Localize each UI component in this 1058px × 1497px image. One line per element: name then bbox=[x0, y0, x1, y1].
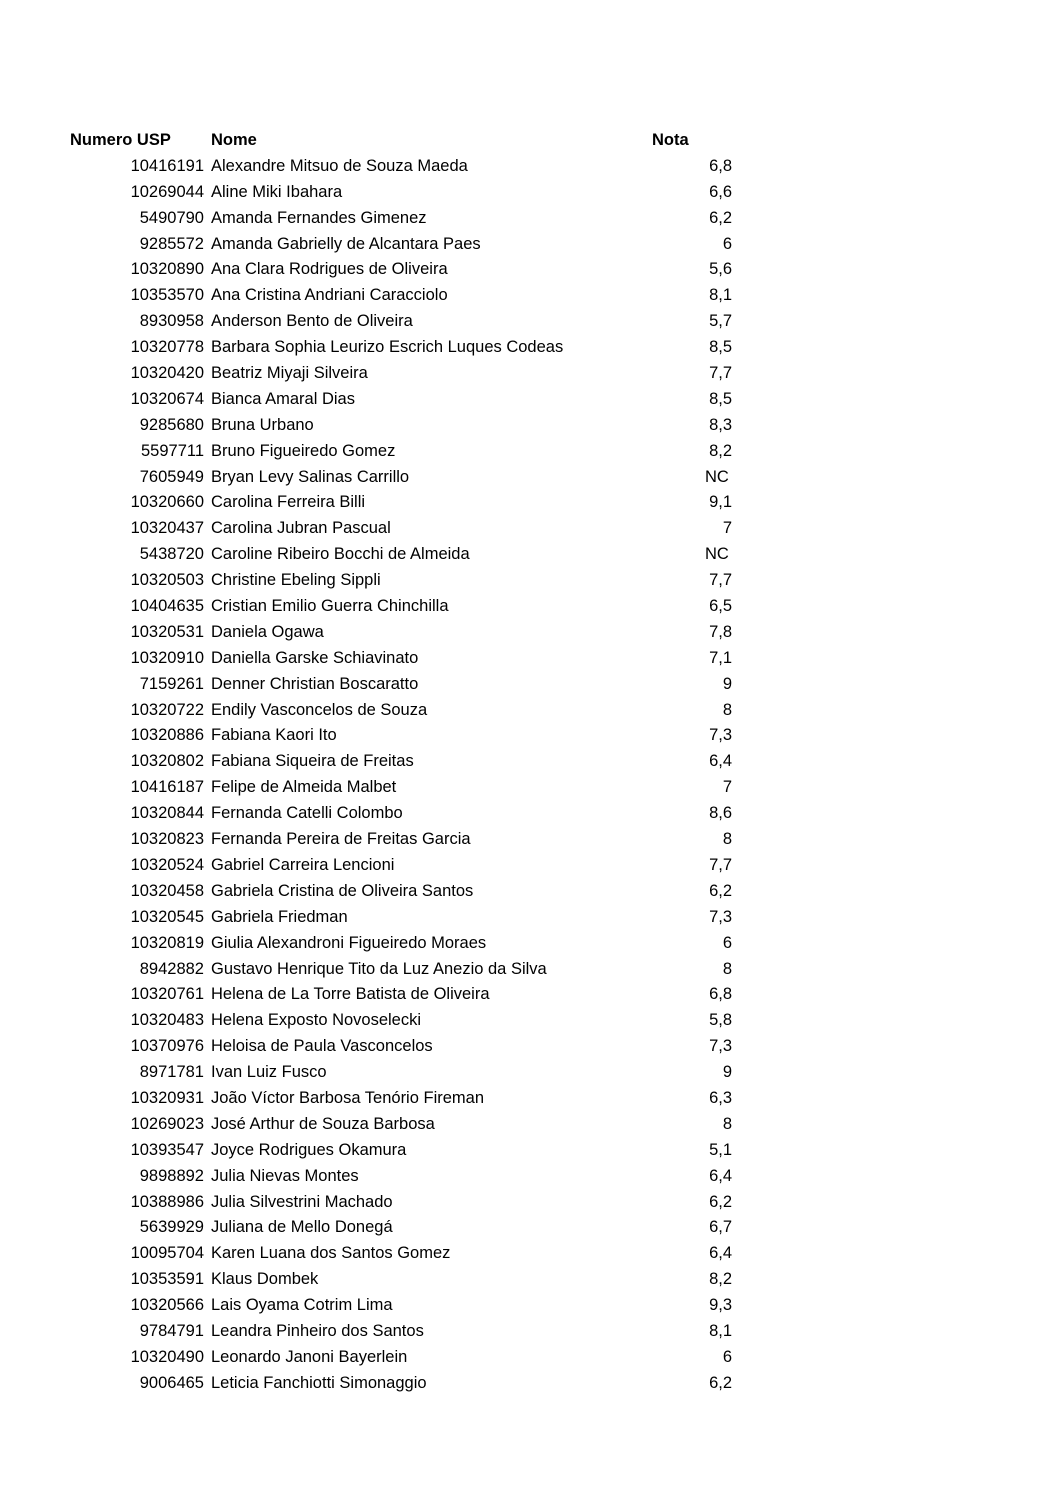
student-name: Fabiana Kaori Ito bbox=[211, 726, 337, 745]
table-row bbox=[0, 309, 1058, 335]
student-grade: 5,6 bbox=[709, 260, 732, 279]
student-id: 10320531 bbox=[130, 622, 204, 641]
student-name: Klaus Dombek bbox=[211, 1270, 319, 1289]
student-name: Fernanda Catelli Colombo bbox=[211, 804, 403, 823]
student-id: 10320722 bbox=[130, 700, 204, 719]
student-name: Cristian Emilio Guerra Chinchilla bbox=[211, 597, 449, 616]
table-row bbox=[0, 1345, 1058, 1371]
student-name: Bryan Levy Salinas Carrillo bbox=[211, 467, 410, 486]
student-grade: 6,8 bbox=[709, 985, 732, 1004]
table-row bbox=[0, 775, 1058, 801]
student-grade: 8,3 bbox=[709, 415, 732, 434]
student-grade: 8,5 bbox=[709, 389, 732, 408]
student-id: 10320660 bbox=[130, 493, 204, 512]
student-grade: 7,7 bbox=[709, 364, 732, 383]
table-row bbox=[0, 283, 1058, 309]
student-name: Giulia Alexandroni Figueiredo Moraes bbox=[211, 933, 487, 952]
student-id: 10320566 bbox=[130, 1296, 204, 1315]
student-grade: 7,3 bbox=[709, 726, 732, 745]
table-row bbox=[0, 1215, 1058, 1241]
student-grade: 6 bbox=[722, 933, 732, 952]
student-grade: 9,3 bbox=[709, 1296, 732, 1315]
student-grade: 5,7 bbox=[709, 312, 732, 331]
student-id: 5597711 bbox=[140, 441, 204, 460]
student-id: 9898892 bbox=[139, 1166, 204, 1185]
table-row bbox=[0, 982, 1058, 1008]
table-row bbox=[0, 931, 1058, 957]
student-id: 10269023 bbox=[130, 1114, 204, 1133]
student-id: 10320483 bbox=[130, 1011, 204, 1030]
student-id: 5438720 bbox=[139, 545, 204, 564]
table-row bbox=[0, 698, 1058, 724]
student-id: 9784791 bbox=[139, 1321, 204, 1340]
student-id: 10416187 bbox=[130, 778, 204, 797]
student-id: 10320420 bbox=[130, 364, 204, 383]
table-row bbox=[0, 1112, 1058, 1138]
student-grade: 6,6 bbox=[709, 182, 732, 201]
table-row bbox=[0, 232, 1058, 258]
student-grade: 8 bbox=[722, 830, 732, 849]
student-name: Beatriz Miyaji Silveira bbox=[211, 364, 368, 383]
student-grade: 7,7 bbox=[709, 855, 732, 874]
student-id: 10320802 bbox=[130, 752, 204, 771]
table-row bbox=[0, 568, 1058, 594]
student-id: 8942882 bbox=[139, 959, 204, 978]
student-name: Leonardo Janoni Bayerlein bbox=[211, 1347, 408, 1366]
student-name: Caroline Ribeiro Bocchi de Almeida bbox=[211, 545, 470, 564]
student-name: Daniela Ogawa bbox=[211, 622, 324, 641]
header-row bbox=[0, 128, 1058, 154]
student-name: Leticia Fanchiotti Simonaggio bbox=[211, 1373, 427, 1392]
student-grade: 8,6 bbox=[709, 804, 732, 823]
table-row bbox=[0, 542, 1058, 568]
student-id: 10353570 bbox=[130, 286, 204, 305]
table-row bbox=[0, 387, 1058, 413]
table-row bbox=[0, 490, 1058, 516]
student-grade: 7,1 bbox=[709, 648, 732, 667]
student-name: Helena Exposto Novoselecki bbox=[211, 1011, 422, 1030]
student-grade: 7 bbox=[722, 778, 732, 797]
table-row bbox=[0, 1086, 1058, 1112]
student-grade: 7 bbox=[722, 519, 732, 538]
student-id: 10320674 bbox=[130, 389, 204, 408]
table-row bbox=[0, 801, 1058, 827]
grades-sheet bbox=[0, 128, 1058, 1397]
table-row bbox=[0, 516, 1058, 542]
student-id: 10320931 bbox=[130, 1088, 204, 1107]
table-row bbox=[0, 1267, 1058, 1293]
student-id: 10320844 bbox=[130, 804, 204, 823]
student-id: 10269044 bbox=[130, 182, 204, 201]
student-grade: 8 bbox=[722, 700, 732, 719]
header-id: Numero USP bbox=[70, 131, 171, 149]
student-id: 10320458 bbox=[130, 881, 204, 900]
table-row bbox=[0, 749, 1058, 775]
table-row bbox=[0, 1371, 1058, 1397]
table-row bbox=[0, 672, 1058, 698]
table-row bbox=[0, 413, 1058, 439]
student-grade: 6,2 bbox=[709, 1373, 732, 1392]
student-id: 9006465 bbox=[139, 1373, 204, 1392]
student-name: Anderson Bento de Oliveira bbox=[211, 312, 413, 331]
table-row bbox=[0, 957, 1058, 983]
student-id: 10320490 bbox=[130, 1347, 204, 1366]
table-row bbox=[0, 620, 1058, 646]
student-name: Christine Ebeling Sippli bbox=[211, 571, 381, 590]
table-row bbox=[0, 1008, 1058, 1034]
student-id: 10320437 bbox=[130, 519, 204, 538]
student-name: Carolina Jubran Pascual bbox=[211, 519, 391, 538]
student-name: Heloisa de Paula Vasconcelos bbox=[211, 1037, 433, 1056]
table-row bbox=[0, 154, 1058, 180]
student-id: 10353591 bbox=[130, 1270, 204, 1289]
student-grade: 6 bbox=[722, 234, 732, 253]
student-grade: 7,8 bbox=[709, 622, 732, 641]
student-name: Bianca Amaral Dias bbox=[211, 389, 355, 408]
student-name: Fabiana Siqueira de Freitas bbox=[211, 752, 414, 771]
student-grade: 7,3 bbox=[709, 907, 732, 926]
student-grade: 8,1 bbox=[709, 1321, 732, 1340]
student-name: Aline Miki Ibahara bbox=[211, 182, 343, 201]
student-name: Felipe de Almeida Malbet bbox=[211, 778, 397, 797]
student-id: 10320890 bbox=[130, 260, 204, 279]
student-grade: NC bbox=[705, 545, 729, 564]
student-grade: 6,4 bbox=[709, 752, 732, 771]
student-grade: 6,5 bbox=[709, 597, 732, 616]
rows-container bbox=[0, 154, 1058, 1397]
student-grade: 9 bbox=[722, 674, 732, 693]
student-name: Alexandre Mitsuo de Souza Maeda bbox=[211, 156, 468, 175]
student-grade: 6,4 bbox=[709, 1166, 732, 1185]
student-name: Fernanda Pereira de Freitas Garcia bbox=[211, 830, 471, 849]
table-row bbox=[0, 646, 1058, 672]
student-name: Carolina Ferreira Billi bbox=[211, 493, 366, 512]
table-row bbox=[0, 827, 1058, 853]
student-name: Denner Christian Boscaratto bbox=[211, 674, 419, 693]
student-id: 8971781 bbox=[139, 1063, 204, 1082]
student-name: Amanda Fernandes Gimenez bbox=[211, 208, 427, 227]
table-row bbox=[0, 1034, 1058, 1060]
student-grade: 9 bbox=[722, 1063, 732, 1082]
student-name: Ivan Luiz Fusco bbox=[211, 1063, 327, 1082]
student-grade: 5,1 bbox=[709, 1140, 732, 1159]
student-name: Karen Luana dos Santos Gomez bbox=[211, 1244, 451, 1263]
student-grade: 8,5 bbox=[709, 338, 732, 357]
table-row bbox=[0, 879, 1058, 905]
table-row bbox=[0, 335, 1058, 361]
table-row bbox=[0, 905, 1058, 931]
header-grade: Nota bbox=[652, 131, 689, 149]
student-grade: 6,2 bbox=[709, 1192, 732, 1211]
table-row bbox=[0, 1190, 1058, 1216]
student-id: 7159261 bbox=[139, 674, 204, 693]
student-id: 10320886 bbox=[130, 726, 204, 745]
student-grade: 8,1 bbox=[709, 286, 732, 305]
table-row bbox=[0, 1164, 1058, 1190]
student-name: Gustavo Henrique Tito da Luz Anezio da Silva bbox=[211, 959, 547, 978]
student-id: 10404635 bbox=[130, 597, 204, 616]
student-id: 10416191 bbox=[130, 156, 204, 175]
student-id: 10320503 bbox=[130, 571, 204, 590]
student-grade: 6,3 bbox=[709, 1088, 732, 1107]
student-id: 10095704 bbox=[130, 1244, 204, 1263]
student-name: Leandra Pinheiro dos Santos bbox=[211, 1321, 424, 1340]
table-row bbox=[0, 723, 1058, 749]
table-row bbox=[0, 1241, 1058, 1267]
student-id: 10320545 bbox=[130, 907, 204, 926]
student-name: Gabriela Cristina de Oliveira Santos bbox=[211, 881, 474, 900]
table-row bbox=[0, 853, 1058, 879]
student-id: 5490790 bbox=[139, 208, 204, 227]
student-grade: 7,7 bbox=[709, 571, 732, 590]
student-id: 10320819 bbox=[130, 933, 204, 952]
student-id: 10320910 bbox=[130, 648, 204, 667]
student-grade: 5,8 bbox=[709, 1011, 732, 1030]
student-name: Joyce Rodrigues Okamura bbox=[211, 1140, 407, 1159]
student-id: 10388986 bbox=[130, 1192, 204, 1211]
student-id: 10320524 bbox=[130, 855, 204, 874]
student-name: Bruno Figueiredo Gomez bbox=[211, 441, 396, 460]
table-row bbox=[0, 361, 1058, 387]
student-grade: 8 bbox=[722, 1114, 732, 1133]
student-id: 10393547 bbox=[130, 1140, 204, 1159]
student-name: Gabriel Carreira Lencioni bbox=[211, 855, 395, 874]
table-row bbox=[0, 1060, 1058, 1086]
student-grade: 9,1 bbox=[709, 493, 732, 512]
student-name: Lais Oyama Cotrim Lima bbox=[211, 1296, 393, 1315]
table-row bbox=[0, 594, 1058, 620]
table-row bbox=[0, 257, 1058, 283]
student-id: 7605949 bbox=[139, 467, 204, 486]
student-id: 10320761 bbox=[130, 985, 204, 1004]
student-id: 5639929 bbox=[139, 1218, 204, 1237]
student-grade: NC bbox=[705, 467, 729, 486]
student-grade: 6,8 bbox=[709, 156, 732, 175]
student-id: 10320823 bbox=[130, 830, 204, 849]
student-grade: 6,4 bbox=[709, 1244, 732, 1263]
student-name: Ana Clara Rodrigues de Oliveira bbox=[211, 260, 448, 279]
table-row bbox=[0, 465, 1058, 491]
table-row bbox=[0, 1138, 1058, 1164]
student-id: 10320778 bbox=[130, 338, 204, 357]
table-row bbox=[0, 439, 1058, 465]
student-name: Ana Cristina Andriani Caracciolo bbox=[211, 286, 448, 305]
table-row bbox=[0, 206, 1058, 232]
table-row bbox=[0, 1293, 1058, 1319]
student-grade: 8,2 bbox=[709, 441, 732, 460]
student-grade: 8,2 bbox=[709, 1270, 732, 1289]
student-grade: 6,2 bbox=[709, 881, 732, 900]
header-name: Nome bbox=[211, 131, 257, 149]
student-name: Helena de La Torre Batista de Oliveira bbox=[211, 985, 490, 1004]
student-grade: 8 bbox=[722, 959, 732, 978]
student-name: Bruna Urbano bbox=[211, 415, 314, 434]
student-name: João Víctor Barbosa Tenório Fireman bbox=[211, 1088, 484, 1107]
student-name: Daniella Garske Schiavinato bbox=[211, 648, 419, 667]
student-name: Amanda Gabrielly de Alcantara Paes bbox=[211, 234, 481, 253]
student-name: Julia Nievas Montes bbox=[211, 1166, 359, 1185]
student-id: 8930958 bbox=[139, 312, 204, 331]
student-id: 10370976 bbox=[130, 1037, 204, 1056]
student-name: Endily Vasconcelos de Souza bbox=[211, 700, 428, 719]
student-grade: 6 bbox=[722, 1347, 732, 1366]
table-row bbox=[0, 180, 1058, 206]
student-grade: 6,2 bbox=[709, 208, 732, 227]
student-name: José Arthur de Souza Barbosa bbox=[211, 1114, 435, 1133]
student-grade: 6,7 bbox=[709, 1218, 732, 1237]
student-name: Julia Silvestrini Machado bbox=[211, 1192, 393, 1211]
student-name: Barbara Sophia Leurizo Escrich Luques Codeas bbox=[211, 338, 564, 357]
student-name: Gabriela Friedman bbox=[211, 907, 348, 926]
table-row bbox=[0, 1319, 1058, 1345]
student-grade: 7,3 bbox=[709, 1037, 732, 1056]
student-name: Juliana de Mello Donegá bbox=[211, 1218, 393, 1237]
student-id: 9285572 bbox=[139, 234, 204, 253]
student-id: 9285680 bbox=[139, 415, 204, 434]
